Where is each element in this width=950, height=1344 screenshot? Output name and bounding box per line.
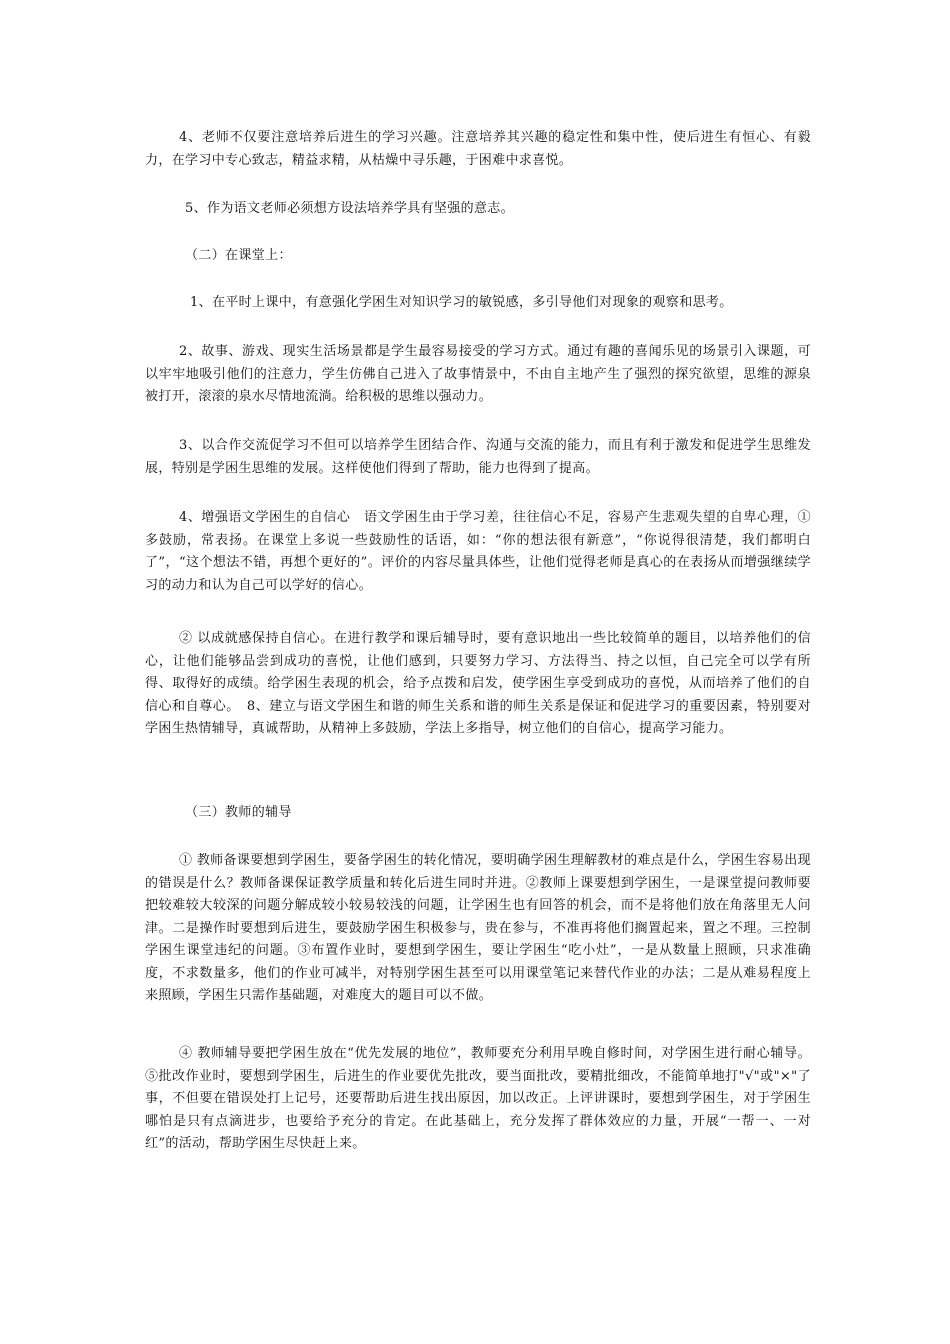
paragraph-lesson-prep: ① 教师备课要想到学困生，要备学困生的转化情况，要明确学困生理解教材的难点是什么，学困生容易出现的错误是什么？教师备课保证教学质量和转化后进生同时并进。②教师上课要想到学困生，一是课堂提问教师要把较难较大较深的问题分解成较小较易较浅的问题，让学困生也有回答的机会，而不是将他们放在角落里无人问津。二是操作时要想到后进生，要鼓励学困生积极参与，贵在参与，不准再将他们搁置起来，置之不理。三控制学困生课堂违纪的问题。③布置作业时，要想到学困生，要让学困生“吃小灶”，一是从数量上照顾，只求准确度，不求数量多，他们的作业可减半，对特别学困生甚至可以用课堂笔记来替代作业的办法；二是从难易程度上来照顾，学困生只需作基础题，对难度大的题目可以不做。 [145,853,811,1003]
paragraph-confidence: 4、增强语文学困生的自信心 语文学困生由于学习差，往往信心不足，容易产生悲观失望的自卑心理，①多鼓励，常表扬。在课堂上多说一些鼓励性的话语，如：“你的想法很有新意”，“你说得很清楚，我们都明白了”，“这个想法不错，再想个更好的”。评价的内容尽量具体些，让他们觉得老师是真心的在表扬从而增强继续学习的动力和认为自己可以学好的信心。 [145,510,811,593]
paragraph-will: 5、作为语文老师必须想方设法培养学具有坚强的意志。 [185,201,515,216]
paragraph-stories-games: 2、故事、游戏、现实生活场景都是学生最容易接受的学习方式。通过有趣的喜闻乐见的场景引入课题，可以牢牢地吸引他们的注意力，学生仿佛自己进入了故事情景中，不由自主地产生了强烈的探究欲望，思维的源泉被打开，滚滚的泉水尽情地流淌。给积极的思维以强动力。 [145,344,811,404]
paragraph-achievement: ② 以成就感保持自信心。在进行教学和课后辅导时，要有意识地出一些比较简单的题目，以培养他们的信心，让他们能够品尝到成功的喜悦，让他们感到，只要努力学习、方法得当、持之以恒，自己完全可以学有所得、取得好的成绩。给学困生表现的机会，给予点拨和启发，使学困生享受到成功的喜悦，从而培养了他们的自信心和自尊心。 8、建立与语文学困生和谐的师生关系和谐的师生关系是保证和促进学习的重要因素，特别要对学困生热情辅导，真诚帮助，从精神上多鼓励，学法上多指导，树立他们的自信心，提高学习能力。 [145,631,811,736]
paragraph-homework: ④ 教师辅导要把学困生放在“优先发展的地位”，教师要充分利用早晚自修时间，对学困生进行耐心辅导。⑤批改作业时，要想到学困生，后进生的作业要优先批改，要当面批改，要精批细改，不能简单地打"√"或"×"了事，不但要在错误处打上记号，还要帮助后进生找出原因，加以改正。上评讲课时，要想到学困生，对于学困生哪怕是只有点滴进步，也要给予充分的肯定。在此基础上，充分发挥了群体效应的力量，开展“一帮一、一对红”的活动，帮助学困生尽快赶上来。 [145,1046,811,1151]
section-heading-tutoring: （三）教师的辅导 [185,805,292,820]
paragraph-interest: 4、老师不仅要注意培养后进生的学习兴趣。注意培养其兴趣的稳定性和集中性，使后进生有恒心、有毅力，在学习中专心致志，精益求精，从枯燥中寻乐趣，于困难中求喜悦。 [145,130,811,168]
paragraph-cooperation: 3、以合作交流促学习不但可以培养学生团结合作、沟通与交流的能力，而且有利于激发和促进学生思维发展，特别是学困生思维的发展。这样使他们得到了帮助，能力也得到了提高。 [145,438,811,476]
section-heading-classroom: （二）在课堂上： [185,248,292,263]
paragraph-sensitivity: 1、在平时上课中，有意强化学困生对知识学习的敏锐感，多引导他们对现象的观察和思考。 [190,295,733,310]
